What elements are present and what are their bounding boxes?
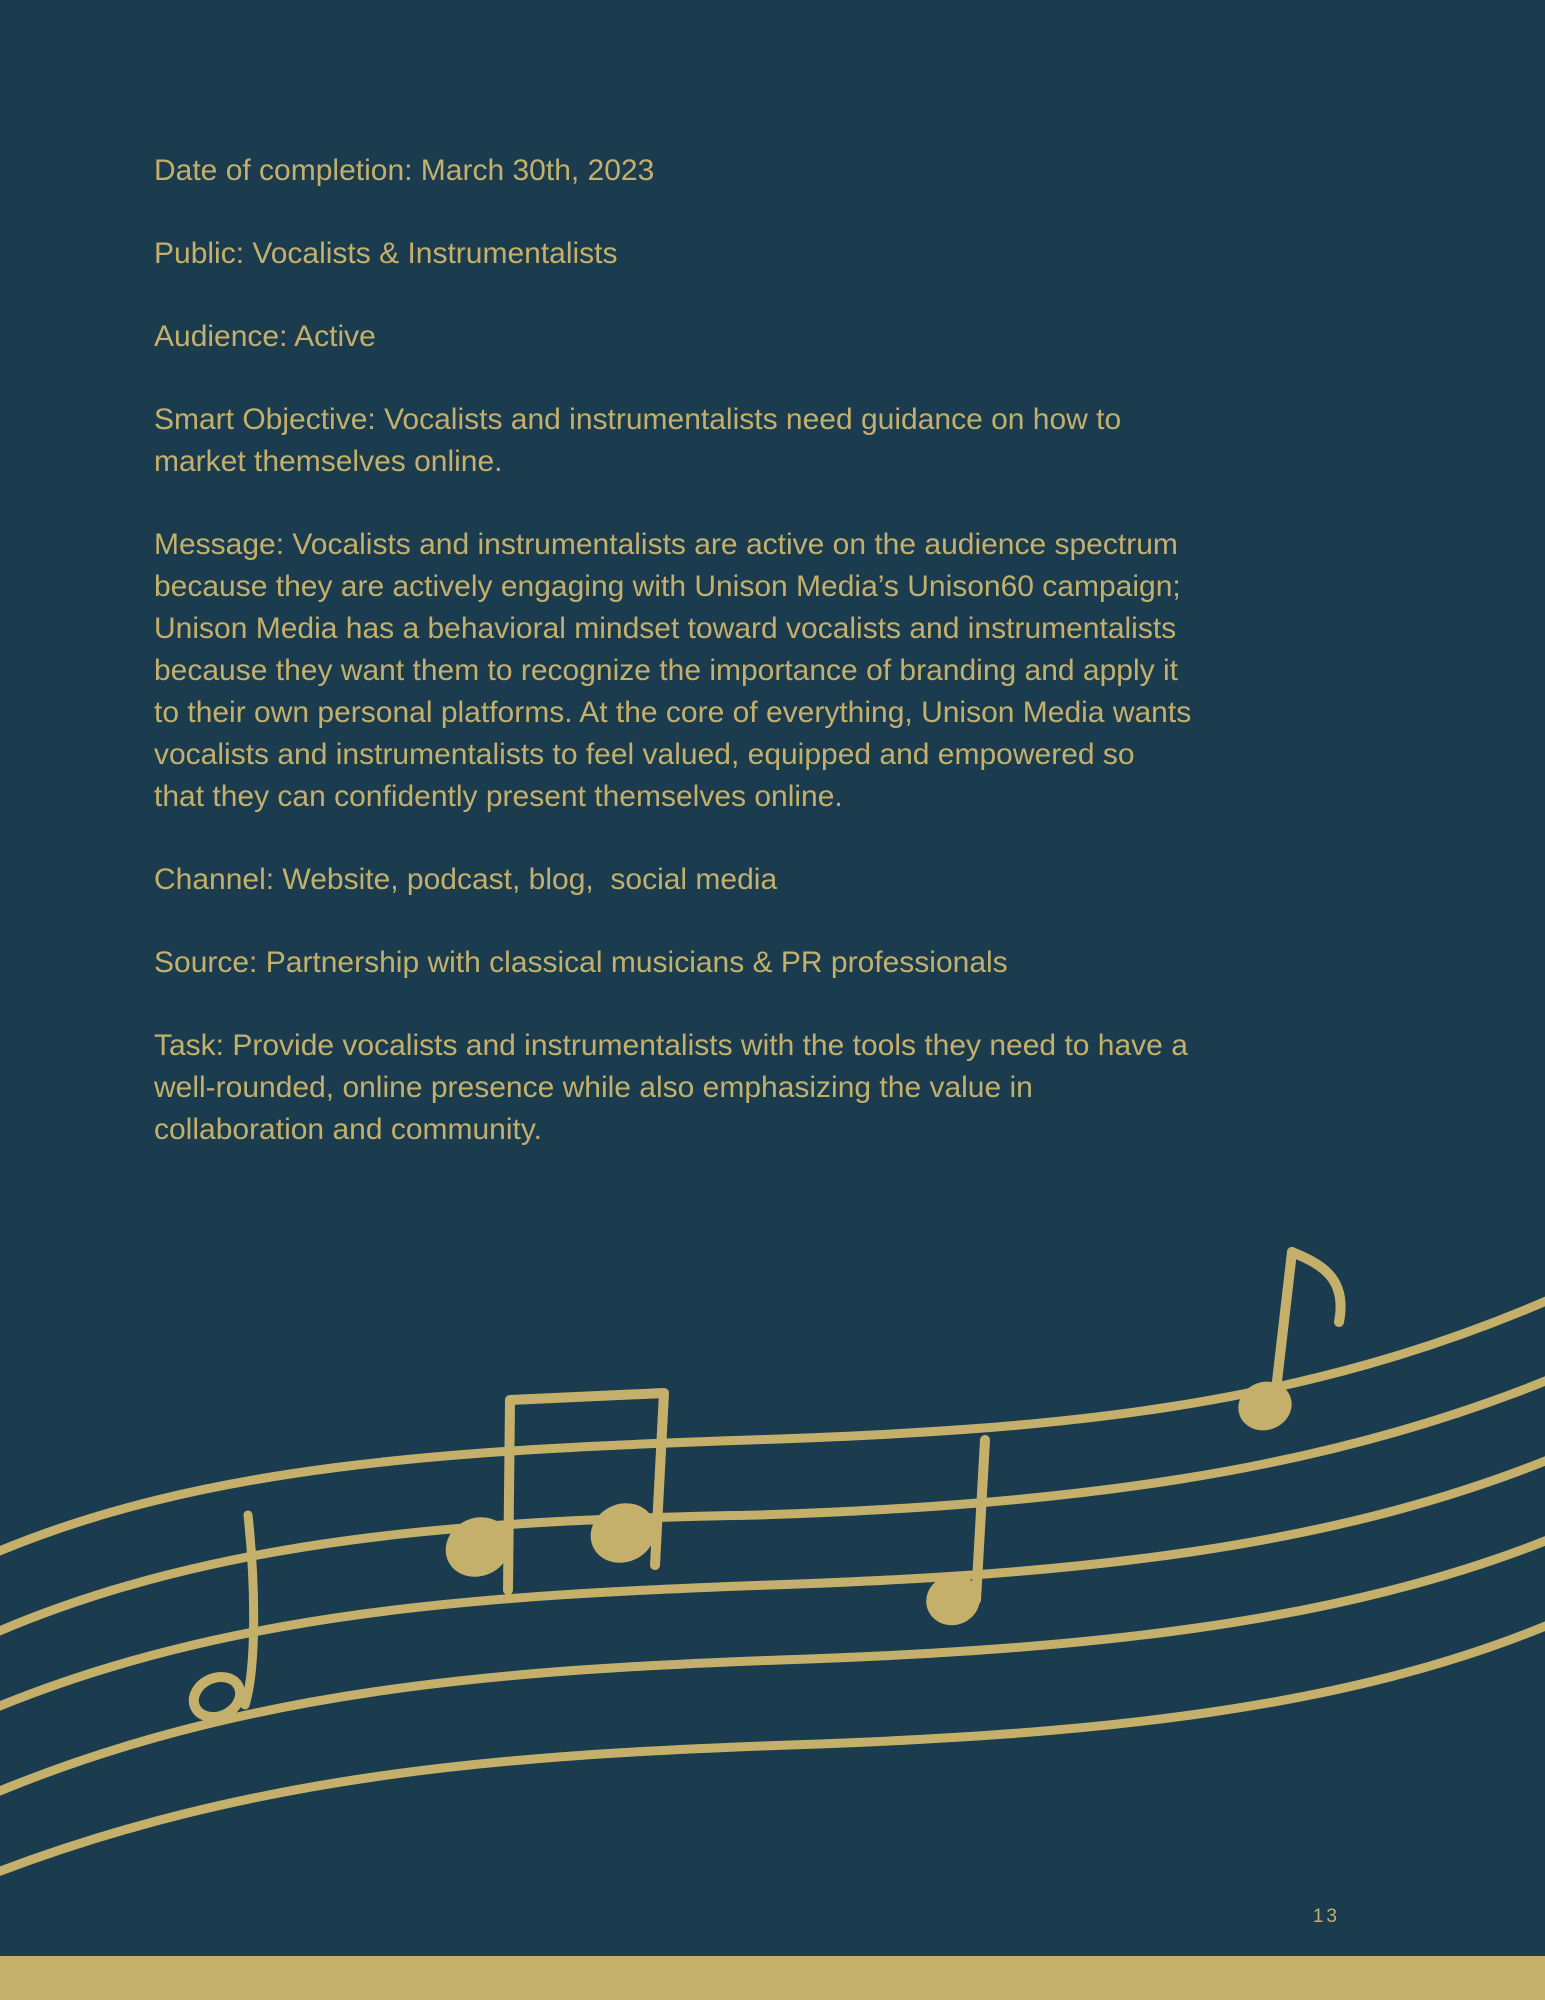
channel-text: Channel: Website, podcast, blog, social media — [154, 863, 778, 896]
public-text: Public: Vocalists & Instrumentalists — [154, 237, 618, 270]
audience-text: Audience: Active — [154, 320, 376, 353]
task-text: Task: Provide vocalists and instrumentalists with the tools they need to have a well-rounded, online presence while also emphasizing the value in collaboration and community. — [154, 1029, 1188, 1146]
source-text: Source: Partnership with classical musicians & PR professionals — [154, 946, 1008, 979]
footer-band — [0, 1956, 1545, 2000]
music-note-eighth-icon — [1231, 1252, 1340, 1438]
music-staff-with-notes-icon — [0, 1230, 1545, 1890]
document-body — [154, 150, 1354, 1192]
page-number: 13 — [1312, 1906, 1340, 1927]
smart-objective-text: Smart Objective: Vocalists and instrumentalists need guidance on how to market themselves online. — [154, 403, 1122, 478]
music-note-beamed-pair-icon — [436, 1393, 665, 1590]
completion-date-text: Date of completion: March 30th, 2023 — [154, 154, 655, 187]
music-note-half-icon — [187, 1515, 253, 1724]
message-text: Message: Vocalists and instrumentalists are active on the audience spectrum because they are actively engaging with Unison Media’s Unison60 campaign; Unison Media has a behavioral mindset toward vocalists and instrumentalists because they want them to recognize the importance of branding and apply it to their own personal platforms. At the core of everything, Unison Media wants vocalists and instrumentalists to feel valued, equipped and empowered so that they can confidently present themselves online. — [154, 528, 1192, 813]
music-note-quarter-icon — [919, 1440, 987, 1633]
